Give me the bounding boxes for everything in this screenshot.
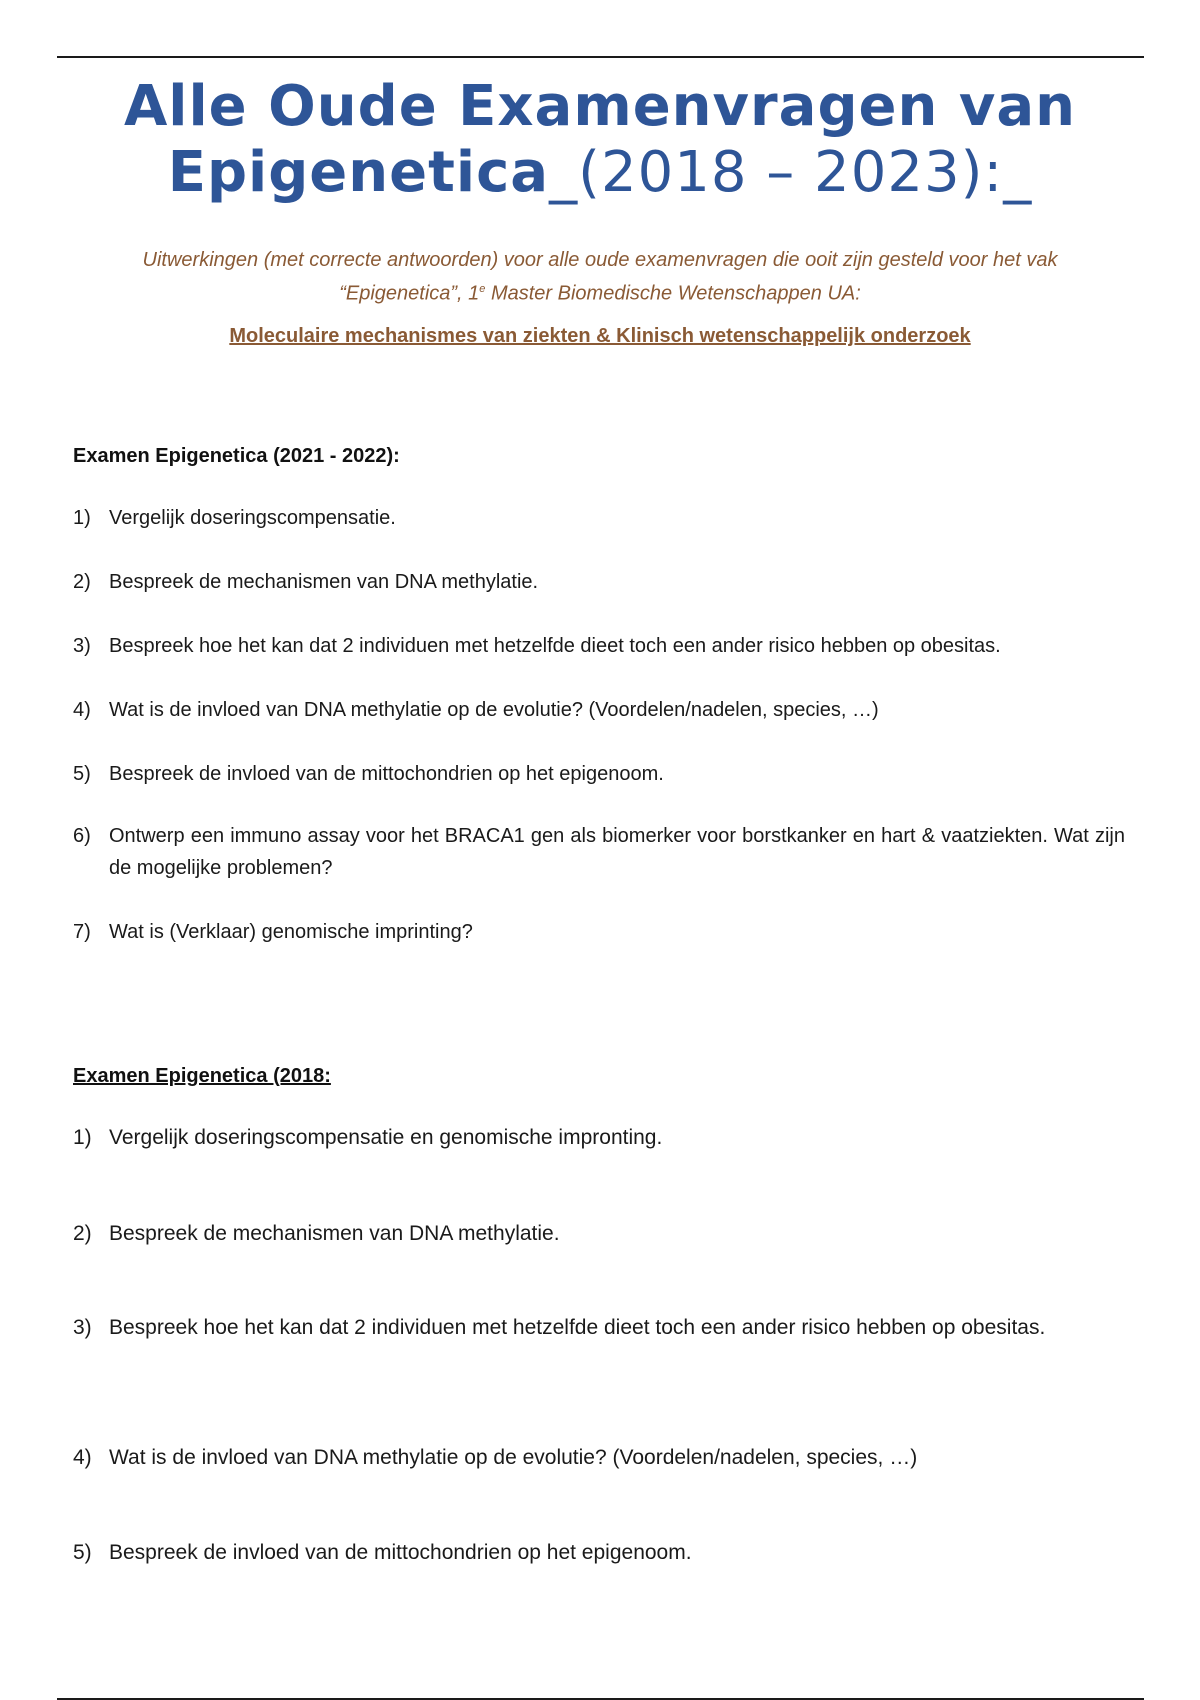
question-text: Bespreek de invloed van de mittochondrien op het epigenoom. [109,1541,692,1564]
question-text: Vergelijk doseringscompensatie. [109,507,396,529]
document-title [60,74,1140,206]
question-item [73,630,1125,662]
question-item [73,1442,1125,1474]
question-number: 5) [73,1541,92,1564]
question-number: 3) [73,1316,92,1339]
question-number: 1) [73,1126,92,1149]
subtitle-line-2 [60,275,1140,309]
subtitle-line-2-start: “Epigenetica”, 1 [339,282,480,305]
question-item [73,1218,1125,1250]
course-title: Moleculaire mechanismes van ziekten & Klinisch wetenschappelijk onderzoek [229,325,971,347]
question-text: Wat is de invloed van DNA methylatie op de evolutie? (Voordelen/nadelen, species, …) [109,699,879,721]
top-rule [57,56,1144,58]
title-line-1: Alle Oude Examenvragen van [123,74,1077,139]
question-item [73,820,1125,884]
question-text: Ontwerp een immuno assay voor het BRACA1 gen als biomerker voor borstkanker en hart & vaatziekten. Wat zijn de mogelijke problemen? [109,825,1125,879]
subtitle-line-2-end: Master Biomedische Wetenschappen UA: [485,282,861,305]
question-text: Bespreek de mechanismen van DNA methylatie. [109,571,539,593]
question-number: 3) [73,635,91,657]
question-number: 4) [73,1446,92,1469]
title-subject: Epigenetica [167,140,550,205]
section-heading-2021-2022: Examen Epigenetica (2021 - 2022): [73,445,400,467]
question-number: 1) [73,507,91,529]
question-number: 2) [73,571,91,593]
question-item [73,694,1125,726]
section-heading-2018: Examen Epigenetica (2018: [73,1065,331,1087]
question-number: 4) [73,699,91,721]
question-text: Wat is (Verklaar) genomische imprinting? [109,921,473,943]
question-text: Bespreek hoe het kan dat 2 individuen met hetzelfde dieet toch een ander risico hebben op obesitas. [109,1316,1046,1339]
question-item [73,1312,1125,1344]
question-text: Vergelijk doseringscompensatie en genomische impronting. [109,1126,663,1149]
question-item [73,1122,1125,1154]
question-item [73,916,1125,948]
question-text: Bespreek hoe het kan dat 2 individuen met hetzelfde dieet toch een ander risico hebben op obesitas. [109,635,1001,657]
question-text: Bespreek de mechanismen van DNA methylatie. [109,1222,560,1245]
question-number: 5) [73,763,91,785]
subtitle-line-1: Uitwerkingen (met correcte antwoorden) voor alle oude examenvragen die ooit zijn gesteld voor het vak [142,249,1058,271]
subtitle-superscript: e [479,283,486,295]
title-line-2 [60,140,1140,206]
question-number: 6) [73,825,91,847]
question-text: Wat is de invloed van DNA methylatie op de evolutie? (Voordelen/nadelen, species, …) [109,1446,918,1469]
question-item [73,758,1125,790]
question-number: 2) [73,1222,92,1245]
subtitle [60,246,1140,309]
question-number: 7) [73,921,91,943]
question-item [73,1537,1125,1569]
question-item [73,502,1125,534]
question-text: Bespreek de invloed van de mittochondrien op het epigenoom. [109,763,664,785]
title-years: _(2018 – 2023):_ [549,140,1033,205]
question-item [73,566,1125,598]
